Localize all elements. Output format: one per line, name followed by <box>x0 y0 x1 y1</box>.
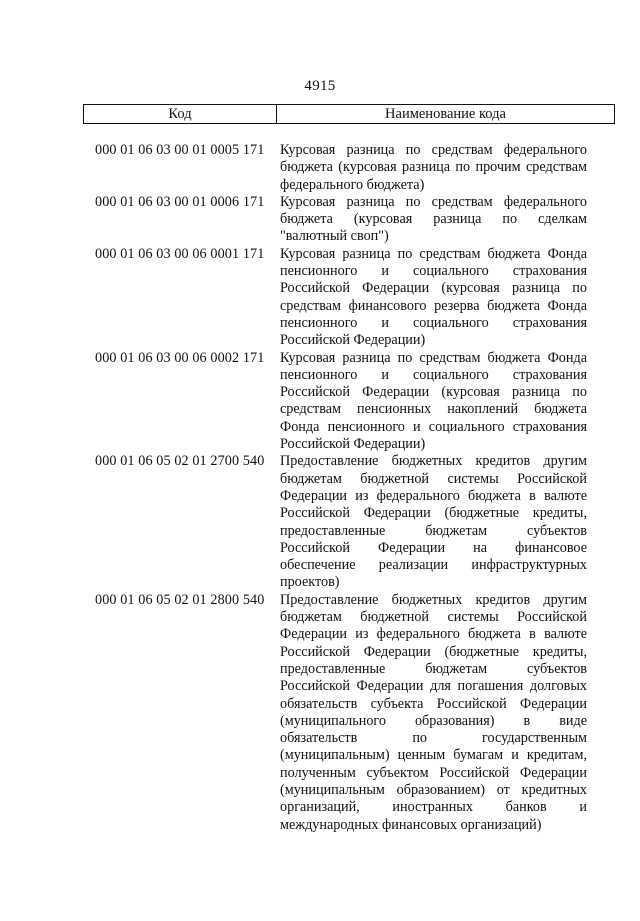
row-name-line: Российской Федерации (бюджетные кредиты, <box>280 643 587 660</box>
header-name: Наименование кода <box>385 106 506 122</box>
row-name-line: пенсионного и социального страхования <box>280 263 587 280</box>
row-name <box>280 246 587 350</box>
table-row <box>95 246 615 350</box>
row-name-line: федерального бюджета) <box>280 176 425 193</box>
row-name-line: Фонда пенсионного и социального страхования <box>280 418 587 435</box>
row-name <box>280 350 587 454</box>
row-name-line: Российской Федерации (курсовая разница по <box>280 384 587 401</box>
row-name-line: "валютный своп") <box>280 228 389 245</box>
table-body <box>95 142 615 834</box>
row-name <box>280 142 587 194</box>
row-name-line: пенсионного и социального страхования <box>280 366 587 383</box>
row-name-line: обязательств по государственным <box>280 730 587 747</box>
row-name-line: бюджета (курсовая разница по прочим средствам <box>280 159 587 176</box>
row-name-line: пенсионного и социального страхования <box>280 314 587 331</box>
table-row <box>95 592 615 834</box>
row-name-line: организаций, иностранных банков и <box>280 799 587 816</box>
row-name-line: Российской Федерации (бюджетные кредиты, <box>280 505 587 522</box>
row-name-line: Федерации из федерального бюджета в валюте <box>280 487 587 504</box>
page-number: 4915 <box>304 78 336 94</box>
row-name-line: (муниципальным образованием) от кредитных <box>280 781 587 798</box>
row-name <box>280 453 587 591</box>
row-code: 000 01 06 05 02 01 2800 540 <box>95 591 265 608</box>
row-name <box>280 592 587 834</box>
row-name-line: Российской Федерации (курсовая разница по <box>280 280 587 297</box>
row-name-line: полученным субъектом Российской Федерации <box>280 764 587 781</box>
row-name-line: предоставленные бюджетам субъектов <box>280 660 587 677</box>
row-name-line: Российской Федерации) <box>280 436 426 453</box>
row-code: 000 01 06 03 00 06 0001 171 <box>95 245 265 262</box>
row-name-line: бюджета (курсовая разница по сделкам <box>280 211 587 228</box>
row-name-line: Федерации из федерального бюджета в валюте <box>280 626 587 643</box>
row-code: 000 01 06 03 00 06 0002 171 <box>95 349 265 366</box>
row-code: 000 01 06 05 02 01 2700 540 <box>95 453 265 470</box>
row-name-line: Российской Федерации) <box>280 332 426 349</box>
row-name-line: Курсовая разница по средствам бюджета Фонда <box>280 349 587 366</box>
row-name-line: обеспечение реализации инфраструктурных <box>280 557 587 574</box>
row-name-line: средствам финансового резерва бюджета Фонда <box>280 297 587 314</box>
row-name-line: Курсовая разница по средствам федерального <box>280 142 587 158</box>
table-row <box>95 350 615 454</box>
row-name-line: Российской Федерации для погашения долговых <box>280 678 587 695</box>
row-name-line: проектов) <box>280 574 340 591</box>
table-row <box>95 142 615 194</box>
row-name-line: (муниципального образования) в виде <box>280 712 587 729</box>
row-name-line: бюджетам бюджетной системы Российской <box>280 609 587 626</box>
row-name-line: бюджетам бюджетной системы Российской <box>280 470 587 487</box>
row-name-line: Российской Федерации на финансовое <box>280 539 587 556</box>
table-header <box>83 104 615 124</box>
row-name-line: обязательств субъекта Российской Федерации <box>280 695 587 712</box>
row-name-line: Курсовая разница по средствам федерального <box>280 193 587 210</box>
row-code: 000 01 06 03 00 01 0006 171 <box>95 193 265 210</box>
table-row <box>95 194 615 246</box>
row-name-line: предоставленные бюджетам субъектов <box>280 522 587 539</box>
row-name-line: Предоставление бюджетных кредитов другим <box>280 453 587 470</box>
row-name-line: Предоставление бюджетных кредитов другим <box>280 591 587 608</box>
row-name <box>280 194 587 246</box>
row-code: 000 01 06 03 00 01 0005 171 <box>95 142 265 158</box>
table-row <box>95 453 615 591</box>
row-name-line: средствам пенсионных накоплений бюджета <box>280 401 587 418</box>
row-name-line: (муниципальным) ценным бумагам и кредитам, <box>280 747 587 764</box>
header-code: Код <box>84 105 277 123</box>
row-name-line: Курсовая разница по средствам бюджета Фонда <box>280 245 587 262</box>
row-name-line: международных финансовых организаций) <box>280 816 542 833</box>
